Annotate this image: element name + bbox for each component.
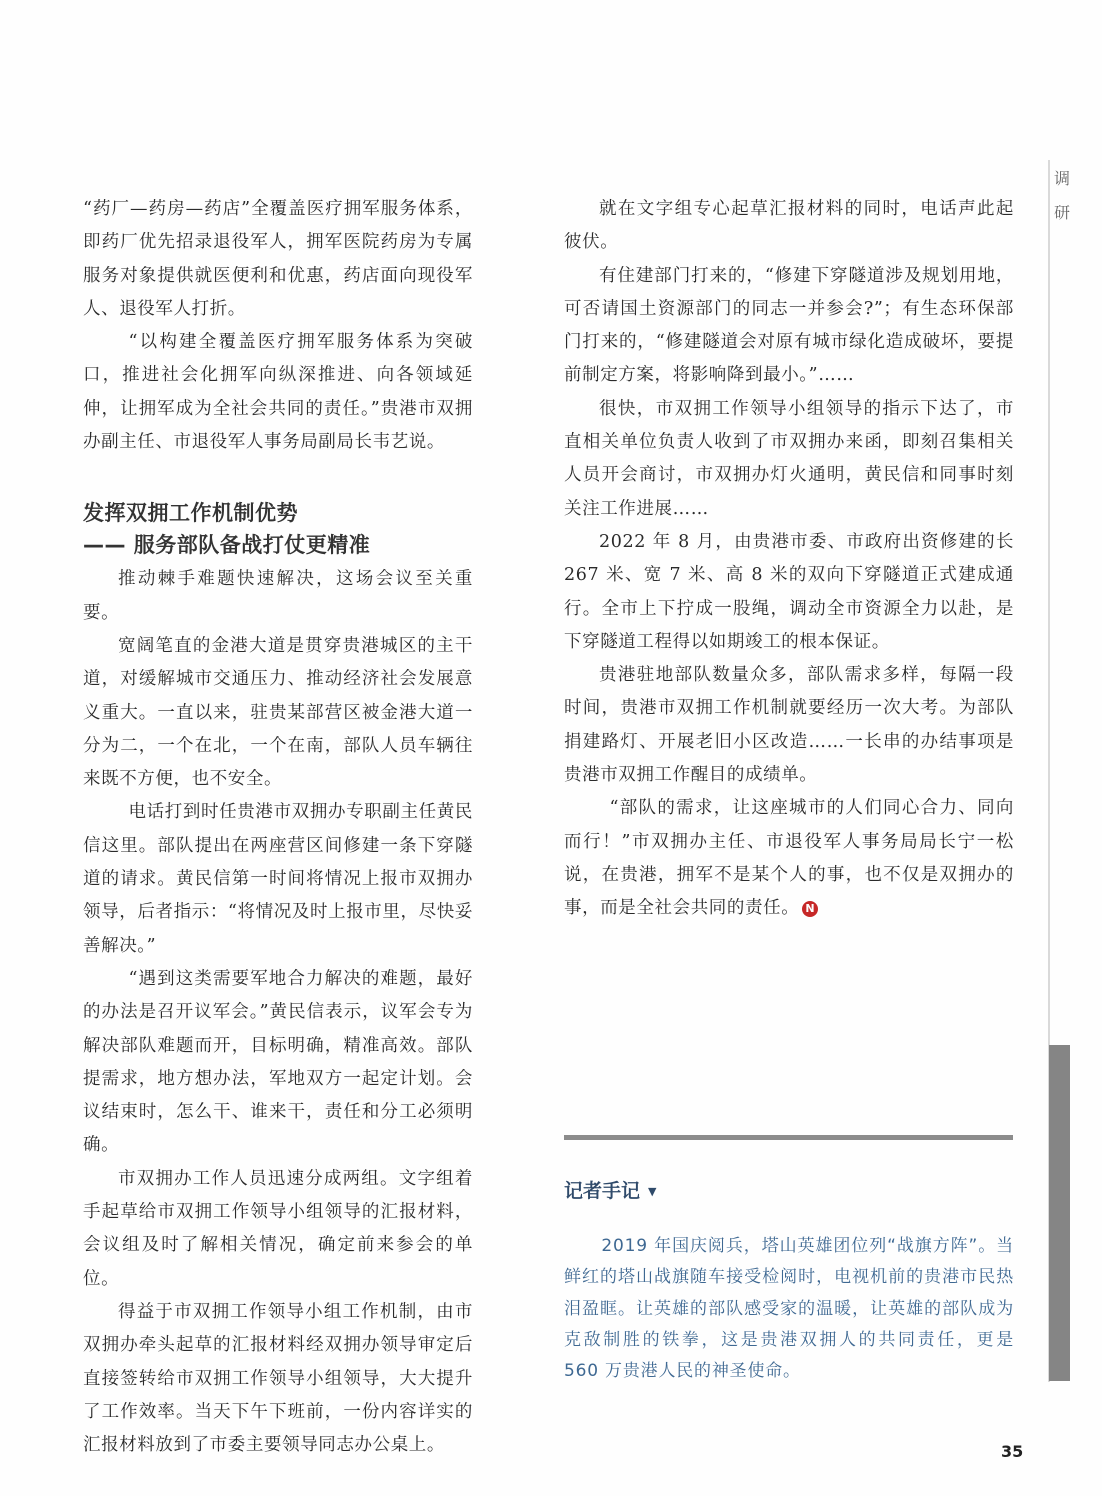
section-tab-char-2: 研 xyxy=(1053,203,1070,222)
paragraph: “遇到这类需要军地合力解决的难题，最好的办法是召开议军会。”黄民信表示，议军会专为解决部队难题而开，目标明确，精准高效。部队提需求，地方想办法，军地双方一起定计划。会议结束时，怎么干、谁来干，责任和分工必须明确。 xyxy=(83,968,473,1156)
reporter-note-title xyxy=(564,1176,656,1203)
reporter-note-body xyxy=(564,1231,1014,1387)
paragraph: 宽阔笔直的金港大道是贯穿贵港城区的主干道，对缓解城市交通压力、推动经济社会发展意义重大。一直以来，驻贵某部营区被金港大道一分为二，一个在北，一个在南，部队人员车辆往来既不方便，也不安全。 xyxy=(83,635,473,790)
section-tab xyxy=(1053,162,1071,230)
reporter-note-paragraph: 2019 年国庆阅兵，塔山英雄团位列“战旗方阵”。当鲜红的塔山战旗随车接受检阅时，电视机前的贵港市民热泪盈眶。让英雄的部队感受家的温暖，让英雄的部队成为克敌制胜的铁拳，这是贵港双拥人的共同责任，更是 560 万贵港人民的神圣使命。 xyxy=(564,1236,1014,1382)
section-tab-char-1: 调 xyxy=(1053,169,1070,188)
note-divider xyxy=(564,1135,1013,1140)
paragraph: 2022 年 8 月，由贵港市委、市政府出资修建的长 267 米、宽 7 米、高 8 米的双向下穿隧道正式建成通行。全市上下拧成一股绳，调动全市资源全力以赴，是下穿隧道工程得以如期竣工的根本保证。 xyxy=(564,531,1014,652)
paragraph: “以构建全覆盖医疗拥军服务体系为突破口，推进社会化拥军向纵深推进、向各领域延伸，让拥军成为全社会共同的责任。”贵港市双拥办副主任、市退役军人事务局副局长韦艺说。 xyxy=(83,332,473,453)
left-column xyxy=(83,193,473,1462)
side-color-block xyxy=(1049,1045,1070,1381)
paragraph: 就在文字组专心起草汇报材料的同时，电话声此起彼伏。 xyxy=(564,199,1014,253)
paragraph: “药厂—药房—药店”全覆盖医疗拥军服务体系，即药厂优先招录退役军人，拥军医院药房为专属服务对象提供就医便利和优惠，药店面向现役军人、退役军人打折。 xyxy=(83,199,473,319)
caret-down-icon: ▼ xyxy=(648,1185,657,1198)
paragraph: 电话打到时任贵港市双拥办专职副主任黄民信这里。部队提出在两座营区间修建一条下穿隧道的请求。黄民信第一时间将情况上报市双拥办领导，后者指示：“将情况及时上报市里，尽快妥善解决。” xyxy=(83,802,473,956)
reporter-note-title-text: 记者手记 xyxy=(564,1180,641,1202)
section-heading-line1: 发挥双拥工作机制优势 xyxy=(83,501,298,526)
section-heading xyxy=(83,497,473,561)
end-mark-icon: N xyxy=(802,901,818,917)
right-column xyxy=(564,193,1014,926)
paragraph: 有住建部门打来的，“修建下穿隧道涉及规划用地，可否请国土资源部门的同志一并参会?”；有生态环保部门打来的，“修建隧道会对原有城市绿化造成破坏，要提前制定方案，将影响降到最小。”…… xyxy=(564,265,1014,386)
page-number: 35 xyxy=(1001,1442,1024,1461)
paragraph-text: “部队的需求，让这座城市的人们同心合力、同向而行！”市双拥办主任、市退役军人事务局局长宁一松说，在贵港，拥军不是某个人的事，也不仅是双拥办的事，而是全社会共同的责任。 xyxy=(564,798,1014,919)
paragraph: 市双拥办工作人员迅速分成两组。文字组着手起草给市双拥工作领导小组领导的汇报材料，会议组及时了解相关情况，确定前来参会的单位。 xyxy=(83,1168,473,1289)
paragraph: 得益于市双拥工作领导小组工作机制，由市双拥办牵头起草的汇报材料经双拥办领导审定后直接签转给市双拥工作领导小组领导，大大提升了工作效率。当天下午下班前，一份内容详实的汇报材料放到了市委主要领导同志办公桌上。 xyxy=(83,1301,473,1456)
section-heading-line2: —— 服务部队备战打仗更精准 xyxy=(83,533,371,558)
paragraph: 贵港驻地部队数量众多，部队需求多样，每隔一段时间，贵港市双拥工作机制就要经历一次大考。为部队捐建路灯、开展老旧小区改造……一长串的办结事项是贵港市双拥工作醒目的成绩单。 xyxy=(564,665,1014,786)
paragraph: 推动棘手难题快速解决，这场会议至关重要。 xyxy=(83,569,473,623)
paragraph: 很快，市双拥工作领导小组领导的指示下达了，市直相关单位负责人收到了市双拥办来函，即刻召集相关人员开会商讨，市双拥办灯火通明，黄民信和同事时刻关注工作进展…… xyxy=(564,398,1014,519)
paragraph xyxy=(564,792,1014,925)
